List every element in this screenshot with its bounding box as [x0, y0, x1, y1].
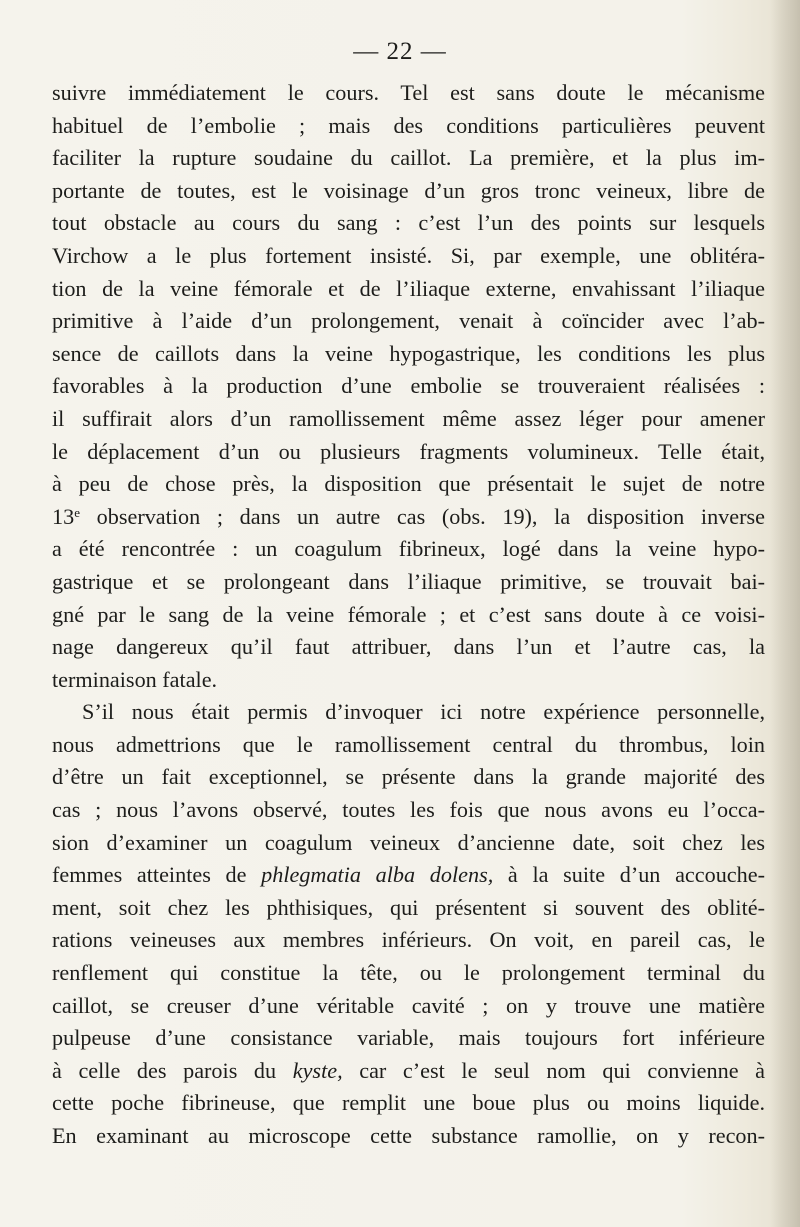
- text-line: d’être un fait exceptionnel, se présente dans la grande majorité des: [52, 764, 765, 790]
- text-line: tion de la veine fémorale et de l’iliaque externe, envahissant l’iliaque: [52, 275, 765, 301]
- text-line: nage dangereux qu’il faut attribuer, dans l’un et l’autre cas, la: [52, 634, 765, 660]
- body-text: [52, 77, 765, 1153]
- text-line: faciliter la rupture soudaine du caillot. La première, et la plus im-: [52, 145, 765, 171]
- text-line: suivre immédiatement le cours. Tel est sans doute le mécanisme: [52, 80, 765, 105]
- line-text-before: à celle des parois du: [52, 1057, 293, 1083]
- text-line: cas ; nous l’avons observé, toutes les fois que nous avons eu l’occa-: [52, 797, 765, 823]
- line-text-after: car c’est le seul nom qui convienne à: [342, 1057, 765, 1083]
- text-line: primitive à l’aide d’un prolongement, venait à coïncider avec l’ab-: [52, 308, 765, 334]
- text-line: pulpeuse d’une consistance variable, mais toujours fort inférieure: [52, 1025, 765, 1051]
- text-line: tout obstacle au cours du sang : c’est l’un des points sur lesquels: [52, 210, 765, 236]
- text-line: sence de caillots dans la veine hypogastrique, les conditions les plus: [52, 340, 765, 366]
- text-line: [52, 501, 765, 534]
- text-line: a été rencontrée : un coagulum fibrineux, logé dans la veine hypo-: [52, 536, 765, 562]
- text-line: favorables à la production d’une embolie se trouveraient réalisées :: [52, 373, 765, 399]
- paragraph-start-line: S’il nous était permis d’invoquer ici notre expérience personnelle,: [82, 699, 765, 725]
- text-line: sion d’examiner un coagulum veineux d’ancienne date, soit chez les: [52, 829, 765, 855]
- line-text-after: à la suite d’un accouche-: [493, 862, 765, 888]
- text-line: [52, 859, 765, 892]
- page-number: — 22 —: [353, 38, 447, 65]
- text-line: rations veineuses aux membres inférieurs. On voit, en pareil cas, le: [52, 927, 765, 953]
- italic-term: kyste,: [292, 1057, 343, 1083]
- ordinal-superscript: e: [74, 504, 80, 520]
- text-line: nous admettrions que le ramollissement central du thrombus, loin: [52, 731, 765, 757]
- text-line: il suffirait alors d’un ramollissement même assez léger pour amener: [52, 405, 765, 431]
- text-line: portante de toutes, est le voisinage d’un gros tronc veineux, libre de: [52, 177, 765, 203]
- line-text-before: femmes atteintes de: [52, 862, 262, 888]
- page-binding-shadow: [770, 0, 800, 1227]
- text-line: ment, soit chez les phthisiques, qui présentent si souvent des oblité-: [52, 894, 765, 920]
- line-text-after: observation ; dans un autre cas (obs. 19), la disposition inverse: [79, 503, 765, 529]
- text-line: gastrique et se prolongeant dans l’iliaque primitive, se trouvait bai-: [52, 568, 765, 594]
- text-line: caillot, se creuser d’une véritable cavité ; on y trouve une matière: [52, 992, 765, 1018]
- observation-number: 13: [52, 503, 75, 529]
- text-line: renflement qui constitue la tête, ou le prolongement terminal du: [52, 960, 765, 986]
- italic-term: phlegmatia alba dolens,: [261, 862, 494, 888]
- text-line: gné par le sang de la veine fémorale ; et c’est sans doute à ce voisi-: [52, 601, 765, 627]
- text-line: à peu de chose près, la disposition que présentait le sujet de notre: [52, 471, 765, 497]
- text-line: Virchow a le plus fortement insisté. Si, par exemple, une oblitéra-: [52, 242, 765, 268]
- paragraph-end-line: terminaison fatale.: [52, 666, 218, 692]
- text-line: habituel de l’embolie ; mais des conditions particulières peuvent: [52, 112, 765, 138]
- text-line: cette poche fibrineuse, que remplit une boue plus ou moins liquide.: [52, 1090, 765, 1116]
- text-line: [52, 1055, 765, 1088]
- text-line: le déplacement d’un ou plusieurs fragments volumineux. Telle était,: [52, 438, 765, 464]
- text-line: En examinant au microscope cette substance ramollie, on y recon-: [52, 1123, 765, 1148]
